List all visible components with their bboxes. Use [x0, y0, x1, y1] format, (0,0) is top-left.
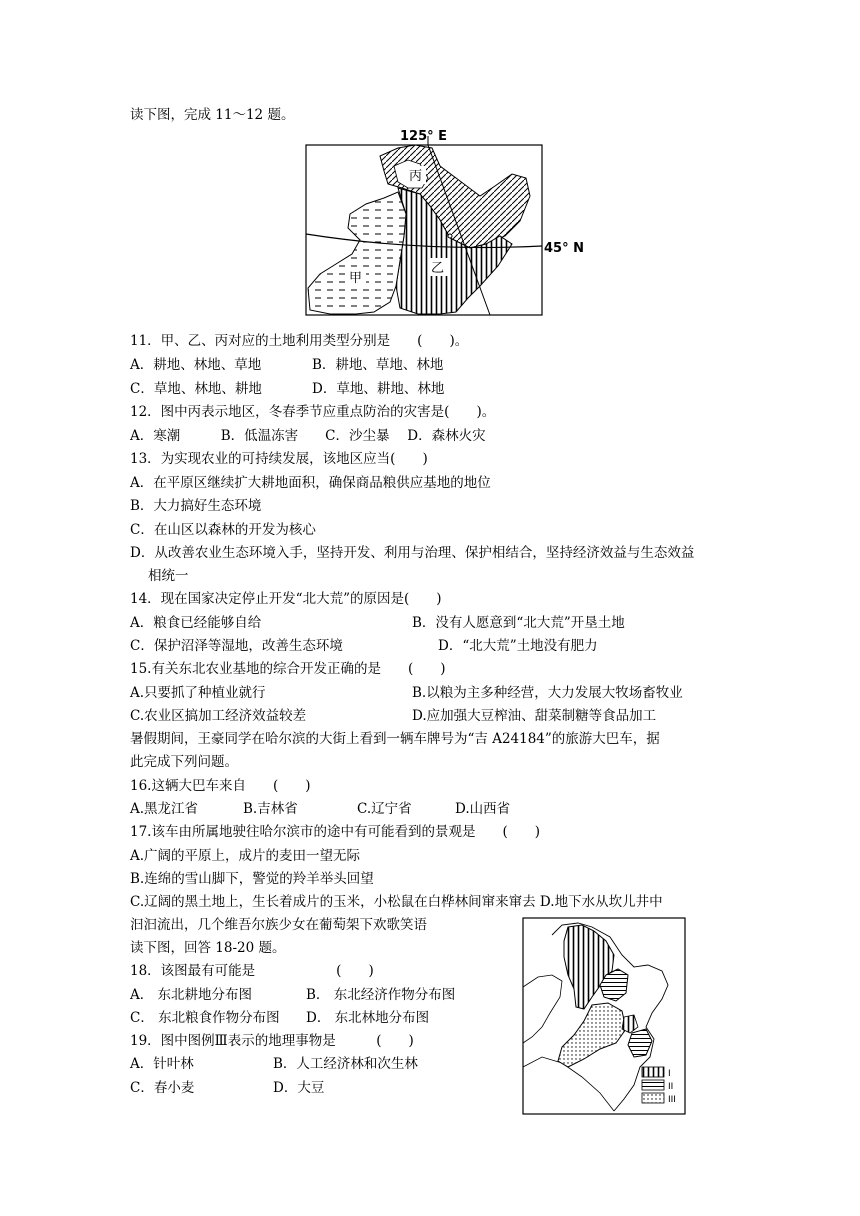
northeast-land-map: [522, 917, 688, 1117]
q17-option-d-cont: 汩汩流出，几个维吾尔族少女在葡萄架下欢歌笑语: [130, 917, 427, 933]
passage-line-1: 暑假期间，王豪同学在哈尔滨的大街上看到一辆车牌号为“吉 A24184”的旅游大巴车，据: [130, 731, 660, 747]
latitude-label: 45° N: [544, 241, 584, 256]
q18-stem: 18．该图最有可能是 ( ): [130, 963, 374, 979]
q17-stem: 17.该车由所属地驶往哈尔滨市的途中有可能看到的景观是 ( ): [130, 824, 541, 840]
intro-text: 读下图，完成 11～12 题。: [130, 107, 295, 123]
q18-option-b: B． 东北经济作物分布图: [306, 987, 456, 1003]
q19-option-a: A．针叶林: [130, 1056, 194, 1072]
legend-i: I: [668, 1069, 671, 1079]
q18-option-c: C． 东北粮食作物分布图: [130, 1010, 280, 1026]
q16-stem: 16.这辆大巴车来自 ( ): [130, 778, 311, 794]
intro-text-2: 读下图，回答 18-20 题。: [130, 940, 286, 956]
q13-option-d-cont: 相统一: [148, 568, 189, 584]
q14-stem: 14．现在国家决定停止开发“北大荒”的原因是( ): [130, 591, 442, 607]
q12-stem: 12．图中丙表示地区，冬春季节应重点防治的灾害是( )。: [130, 404, 496, 420]
q12-options: A．寒潮 B．低温冻害 C．沙尘暴 D．森林火灾: [130, 428, 486, 444]
q16-option-d: D.山西省: [455, 801, 511, 817]
q17-option-a: A.广阔的平原上，成片的麦田一望无际: [130, 848, 361, 864]
q13-option-a: A．在平原区继续扩大耕地面积，确保商品粮供应基地的地位: [130, 475, 491, 491]
q13-option-b: B．大力搞好生态环境: [130, 498, 262, 514]
q14-option-c: C．保护沼泽等湿地，改善生态环境: [130, 638, 343, 654]
q14-option-a: A．粮食已经能够自给: [130, 615, 262, 631]
q19-stem: 19．图中图例Ⅲ表示的地理事物是 ( ): [130, 1033, 414, 1049]
q19-option-d: D．大豆: [273, 1080, 325, 1096]
q15-stem: 15.有关东北农业基地的综合开发正确的是 ( ): [130, 661, 446, 677]
q16-option-b: B.吉林省: [243, 801, 298, 817]
region-yi-label: 乙: [431, 261, 445, 276]
q19-option-b: B．人工经济林和次生林: [273, 1056, 418, 1072]
legend-ii: II: [668, 1082, 674, 1092]
passage-line-2: 此完成下列问题。: [130, 754, 238, 770]
q15-option-c: C.农业区搞加工经济效益较差: [130, 708, 307, 724]
q16-option-c: C.辽宁省: [357, 801, 412, 817]
q13-option-c: C．在山区以森林的开发为核心: [130, 522, 316, 538]
region-bing-label: 丙: [409, 169, 423, 184]
region-jia-label: 甲: [349, 271, 363, 286]
q18-option-d: D． 东北林地分布图: [306, 1010, 430, 1026]
q13-option-d: D．从改善农业生态环境入手，坚持开发、利用与治理、保护相结合，坚持经济效益与生态效益: [130, 545, 695, 561]
q11-option-c: C．草地、林地、耕地: [130, 381, 262, 397]
q15-option-a: A.只要抓了种植业就行: [130, 685, 266, 701]
q16-option-a: A.黑龙江省: [130, 801, 199, 817]
q18-option-a: A． 东北耕地分布图: [130, 987, 253, 1003]
legend-iii: III: [668, 1095, 676, 1105]
longitude-label: 125° E: [400, 129, 448, 144]
q14-option-b: B．没有人愿意到“北大荒”开垦土地: [412, 615, 625, 631]
q11-stem: 11．甲、乙、丙对应的土地利用类型分别是 ( )。: [130, 333, 469, 349]
q11-option-d: D．草地、耕地、林地: [312, 381, 445, 397]
land-use-map: [290, 126, 590, 318]
q11-option-a: A．耕地、林地、草地: [130, 357, 262, 373]
q19-option-c: C．春小麦: [130, 1080, 195, 1096]
q14-option-d: D．“北大荒”土地没有肥力: [438, 638, 598, 654]
q15-option-b: B.以粮为主多种经营，大力发展大牧场畜牧业: [412, 685, 683, 701]
q17-option-b: B.连绵的雪山脚下，警觉的羚羊举头回望: [130, 871, 374, 887]
q11-option-b: B．耕地、草地、林地: [312, 357, 444, 373]
q13-stem: 13．为实现农业的可持续发展，该地区应当( ): [130, 451, 428, 467]
q17-option-c: C.辽阔的黑土地上，生长着成片的玉米，小松鼠在白桦林间窜来窜去 D.地下水从坎儿井中: [130, 894, 663, 910]
q15-option-d: D.应加强大豆榨油、甜菜制糖等食品加工: [412, 708, 657, 724]
